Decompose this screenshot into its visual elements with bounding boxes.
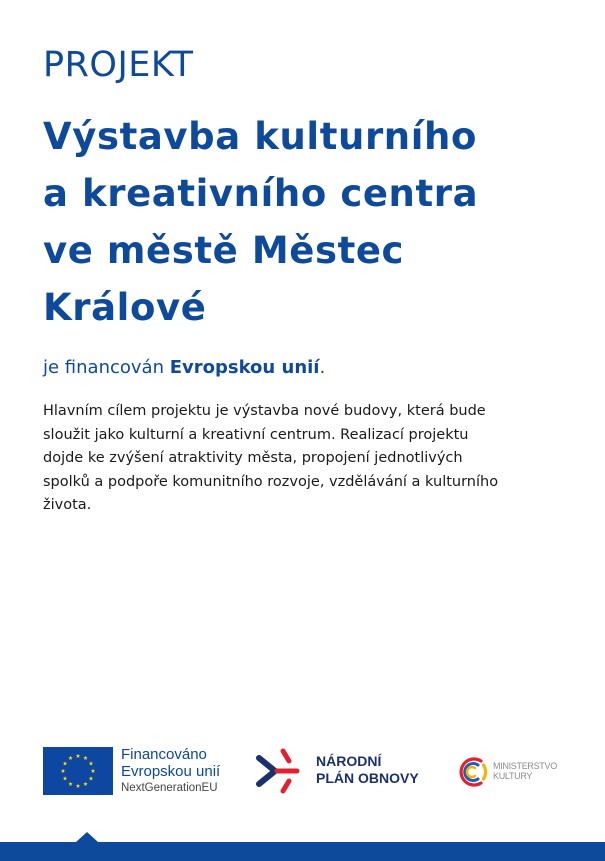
- project-description: [43, 400, 583, 518]
- title-line: Výstavba kulturního: [43, 115, 477, 158]
- ministerstvo-kultury-icon: [455, 754, 491, 790]
- bottom-bar: [0, 842, 605, 861]
- eu-funding-logo-text: [121, 746, 220, 797]
- project-label: PROJEKT: [43, 45, 194, 85]
- eu-logo-line3: NextGenerationEU: [121, 782, 218, 794]
- description-line: sloužit jako kulturní a kreativní centrum. Realizací projektu: [43, 426, 469, 443]
- title-line: ve městě Městec: [43, 229, 405, 272]
- title-line: a kreativního centra: [43, 172, 479, 215]
- description-line: Hlavním cílem projektu je výstavba nové budovy, která bude: [43, 403, 486, 419]
- funding-suffix: .: [319, 357, 326, 378]
- description-line: života.: [43, 497, 92, 513]
- eu-flag-icon: [43, 747, 113, 795]
- funding-prefix: je financován: [43, 357, 170, 378]
- funding-statement: [43, 355, 325, 381]
- eu-logo-line2: Evropskou unií: [121, 763, 221, 780]
- npo-logo-text: [316, 753, 419, 787]
- mk-logo-text: [493, 761, 557, 781]
- mk-logo-line2: KULTURY: [493, 771, 533, 781]
- description-line: dojde ke zvýšení atraktivity města, propojení jednotlivých: [43, 450, 463, 466]
- description-line: spolků a podpoře komunitního rozvoje, vzdělávání a kulturního: [43, 473, 499, 490]
- funding-emphasis: Evropskou unií: [169, 357, 320, 378]
- mk-logo-line1: MINISTERSTVO: [493, 761, 557, 771]
- project-title: [43, 108, 583, 336]
- bottom-notch: [76, 832, 98, 842]
- npo-logo-line1: NÁRODNÍ: [316, 753, 382, 769]
- title-line: Králové: [43, 286, 207, 329]
- eu-logo-line1: Financováno: [121, 746, 207, 763]
- narodni-plan-obnovy-icon: [253, 745, 305, 797]
- npo-logo-line2: PLÁN OBNOVY: [316, 770, 419, 786]
